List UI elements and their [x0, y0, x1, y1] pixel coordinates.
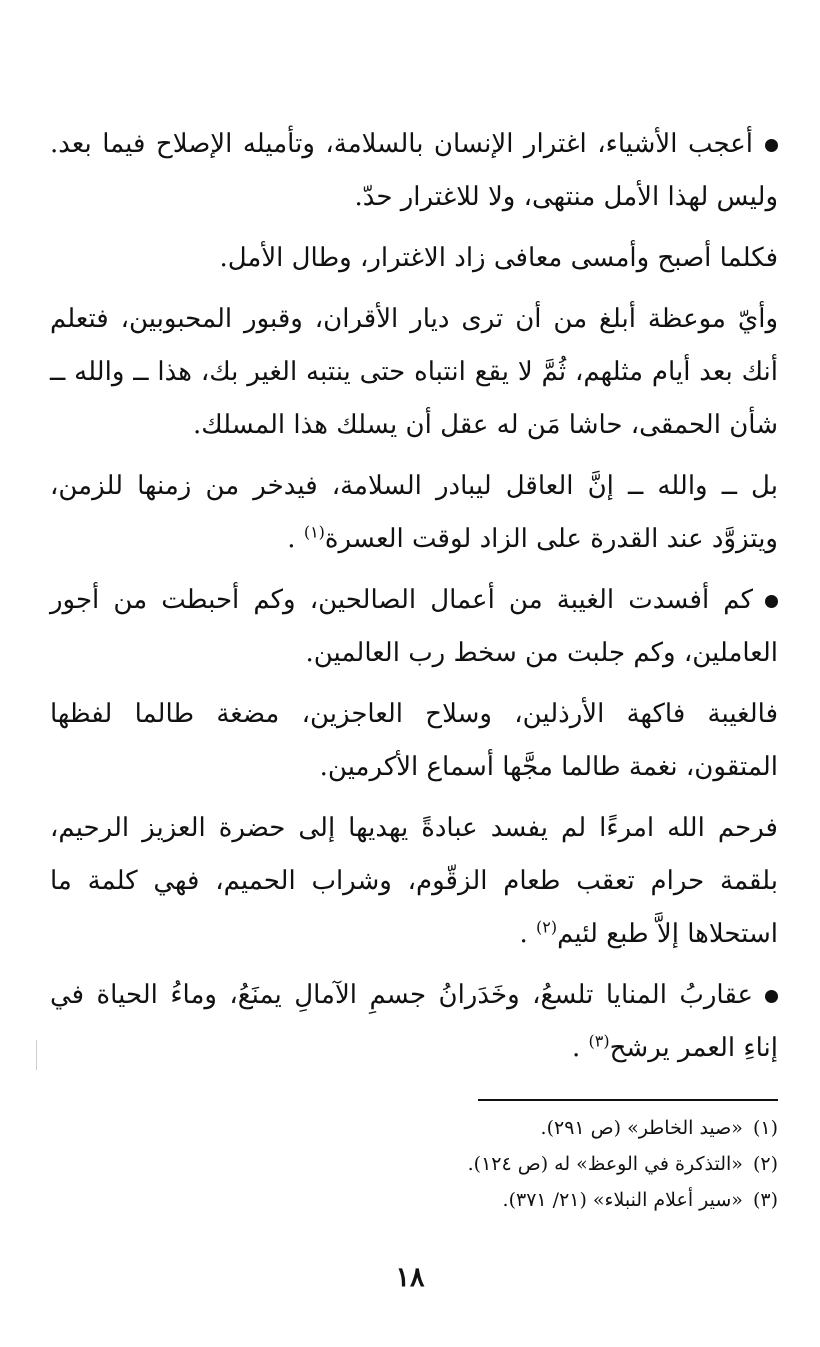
paragraph-text: فرحم الله امرءًا لم يفسد عبادةً يهديها إلى حضرة العزيز الرحيم، بلقمة حرام تعقب طعام الزقّوم، وشراب الحميم، فهي كلمة ما استحلاها إلاَّ طبع لئيم	[50, 813, 778, 949]
paragraph-2	[50, 232, 778, 285]
paragraph-5	[50, 574, 778, 680]
paragraph-text: كم أفسدت الغيبة من أعمال الصالحين، وكم أحبطت من أجور العاملين، وكم جلبت من سخط رب العالمين.	[50, 585, 778, 668]
paragraph-3	[50, 293, 778, 452]
footnote-reference-2: (٢)	[535, 917, 558, 937]
footnote-1	[50, 1110, 778, 1146]
footnote-2	[50, 1146, 778, 1182]
main-text	[50, 118, 778, 1083]
paragraph-text: وأيّ موعظة أبلغ من أن ترى ديار الأقران، وقبور المحبوبين، فتعلم أنك بعد أيام مثلهم، ثُمَّ لا يقع انتباه حتى ينتبه الغير بك، هذا ــ والله ــ شأن الحمقى، حاشا مَن له عقل أن يسلك هذا المسلك.	[50, 304, 778, 440]
paragraph-text: فالغيبة فاكهة الأرذلين، وسلاح العاجزين، مضغة طالما لفظها المتقون، نغمة طالما مجَّها أسماع الأكرمين.	[50, 699, 778, 782]
paragraph-7: فرحم الله امرءًا لم يفسد عبادةً يهديها إلى حضرة العزيز الرحيم، بلقمة حرام تعقب طعام الزقّوم، وشراب الحميم، فهي كلمة ما استحلاها إلاَّ طبع لئيم$^{(٢)}$ .	[50, 813, 778, 949]
footnote-text: «التذكرة في الوعظ» له (ص ١٢٤).	[467, 1153, 743, 1175]
bullet-icon	[765, 990, 778, 1003]
footnote-text: «سير أعلام النبلاء» (٢١/ ٣٧١).	[502, 1189, 743, 1211]
footnote-3	[50, 1182, 778, 1218]
bullet-icon	[765, 595, 778, 608]
footnote-reference-1: (١)	[303, 522, 325, 542]
footnote-number: (١)	[752, 1117, 778, 1139]
paragraph-text: بل ــ والله ــ إنَّ العاقل ليبادر السلامة، فيدخر من زمنها للزمن، ويتزوَّد عند القدرة على الزاد لوقت العسرة	[50, 471, 778, 554]
paragraph-6	[50, 688, 778, 794]
paragraph-1	[50, 118, 778, 224]
footnote-number: (٢)	[752, 1153, 778, 1175]
footnote-reference-3: (٣)	[588, 1031, 610, 1051]
paragraph-4: بل ــ والله ــ إنَّ العاقل ليبادر السلامة، فيدخر من زمنها للزمن، ويتزوَّد عند القدرة على الزاد لوقت العسرة$^{(١)}$ .	[50, 471, 778, 554]
footnote-text: «صيد الخاطر» (ص ٢٩١).	[540, 1117, 743, 1139]
paragraph-8: عقاربُ المنايا تلسعُ، وخَدَرانُ جسمِ الآمالِ يمنَعُ، وماءُ الحياة في إناءِ العمر يرشح$^{(٣)}$ .	[50, 980, 778, 1063]
page-number: ١٨	[395, 1262, 425, 1293]
bullet-icon	[765, 139, 778, 152]
footnotes	[50, 1110, 778, 1218]
footnote-number: (٣)	[752, 1189, 778, 1211]
paragraph-text: عقاربُ المنايا تلسعُ، وخَدَرانُ جسمِ الآمالِ يمنَعُ، وماءُ الحياة في إناءِ العمر يرشح	[50, 980, 778, 1063]
paragraph-text: فكلما أصبح وأمسى معافى زاد الاغترار، وطال الأمل.	[219, 243, 778, 273]
scan-artifact	[36, 1040, 37, 1070]
paragraph-text: أعجب الأشياء، اغترار الإنسان بالسلامة، وتأميله الإصلاح فيما بعد. وليس لهذا الأمل منتهى، ولا للاغترار حدّ.	[50, 129, 778, 212]
footnote-separator	[478, 1099, 778, 1101]
